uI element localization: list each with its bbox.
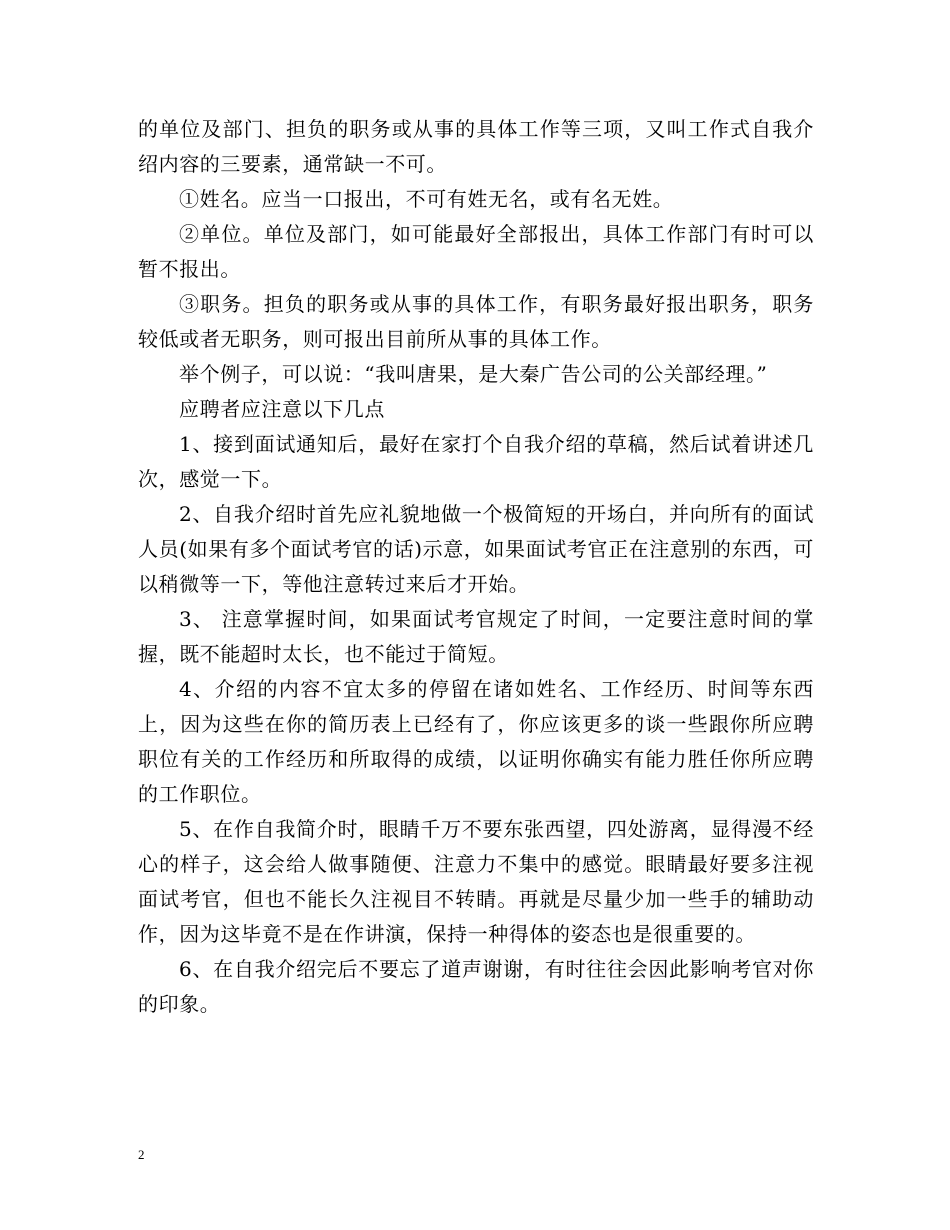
paragraph-9: 3、 注意掌握时间，如果面试考官规定了时间，一定要注意时间的掌握，既不能超时太长，也不能过于简短。 <box>138 607 814 666</box>
paragraph-1: 的单位及部门、担负的职务或从事的具体工作等三项，又叫工作式自我介绍内容的三要素，通常缺一不可。 <box>138 117 814 176</box>
paragraph-5: 举个例子，可以说：“我叫唐果，是大秦广告公司的公关部经理。” <box>179 362 768 386</box>
document-body <box>138 112 814 1022</box>
paragraph-10: 4、介绍的内容不宜太多的停留在诸如姓名、工作经历、时间等东西上，因为这些在你的简历表上已经有了，你应该更多的谈一些跟你所应聘职位有关的工作经历和所取得的成绩，以证明你确实有能力胜任你所应聘的工作职位。 <box>138 677 814 806</box>
paragraph-3: ②单位。单位及部门，如可能最好全部报出，具体工作部门有时可以暂不报出。 <box>138 222 814 281</box>
paragraph-11: 5、在作自我简介时，眼睛千万不要东张西望，四处游离，显得漫不经心的样子，这会给人做事随便、注意力不集中的感觉。眼睛最好要多注视面试考官，但也不能长久注视目不转睛。再就是尽量少加一些手的辅助动作，因为这毕竟不是在作讲演，保持一种得体的姿态也是很重要的。 <box>138 817 814 946</box>
paragraph-6: 应聘者应注意以下几点 <box>179 397 385 421</box>
page-number: 2 <box>138 1147 145 1162</box>
paragraph-4: ③职务。担负的职务或从事的具体工作，有职务最好报出职务，职务较低或者无职务，则可报出目前所从事的具体工作。 <box>138 292 814 351</box>
paragraph-12: 6、在自我介绍完后不要忘了道声谢谢，有时往往会因此影响考官对你的印象。 <box>138 957 814 1016</box>
paragraph-7: 1、接到面试通知后，最好在家打个自我介绍的草稿，然后试着讲述几次，感觉一下。 <box>138 432 814 491</box>
paragraph-8: 2、自我介绍时首先应礼貌地做一个极简短的开场白，并向所有的面试人员(如果有多个面试考官的话)示意，如果面试考官正在注意别的东西，可以稍微等一下，等他注意转过来后才开始。 <box>138 502 815 596</box>
paragraph-2: ①姓名。应当一口报出，不可有姓无名，或有名无姓。 <box>179 187 674 211</box>
